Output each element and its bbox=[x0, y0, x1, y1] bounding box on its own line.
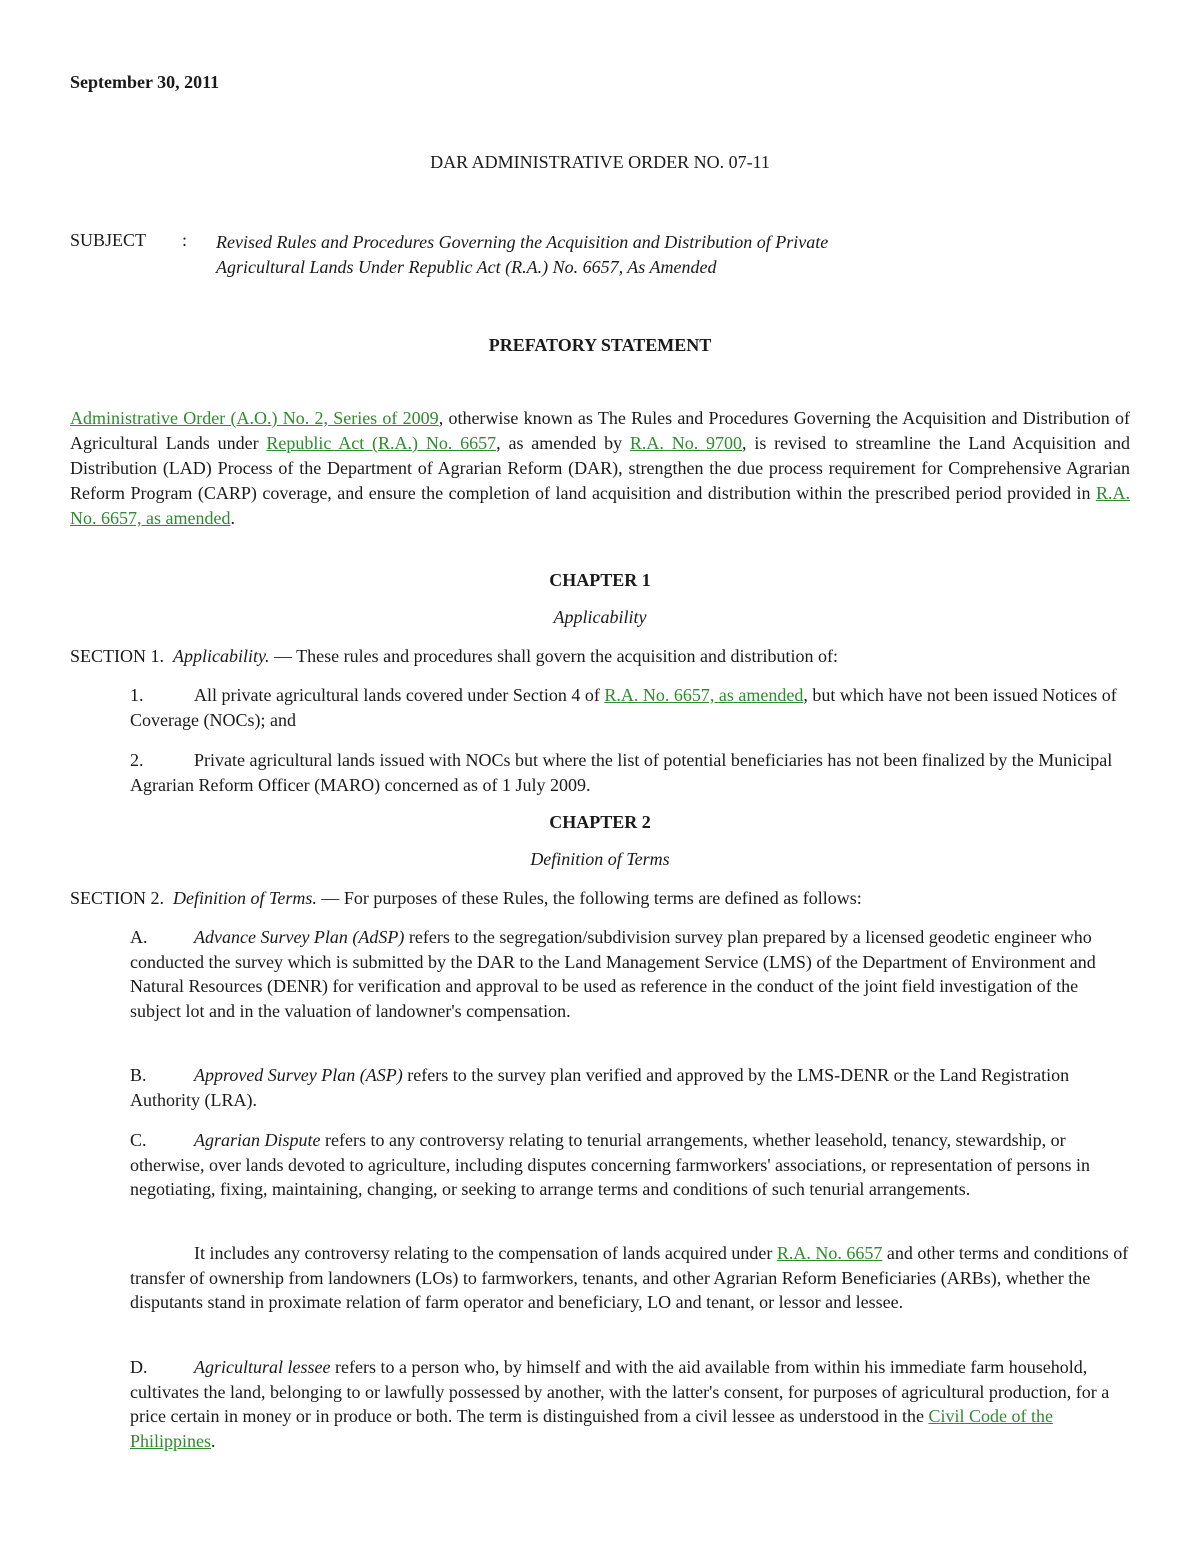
definition-d bbox=[130, 1355, 1130, 1453]
section-1 bbox=[70, 644, 1130, 669]
prefatory-heading: PREFATORY STATEMENT bbox=[488, 335, 712, 355]
item-text: Private agricultural lands issued with NOCs but where the list of potential beneficiaries has not been finalized by the Municipal Agrarian Reform Officer (MARO) concerned as of 1 July 2009. bbox=[130, 750, 1113, 795]
section-2-text: — For purposes of these Rules, the following terms are defined as follows: bbox=[316, 888, 862, 908]
definition-text: refers to any controversy relating to tenurial arrangements, whether leasehold, tenancy, stewardship, or otherwise, over lands devoted to agriculture, including disputes concerning farmworkers' associations, or representation of persons in negotiating, fixing, maintaining, changing, or seeking to arrange terms and conditions of such tenurial arrangements. bbox=[130, 1130, 1090, 1199]
definition-letter: A. bbox=[130, 927, 148, 947]
section-2-label: SECTION 2. bbox=[70, 888, 164, 908]
subject-label: SUBJECT bbox=[70, 230, 147, 250]
chapter-2-heading: CHAPTER 2 bbox=[549, 812, 651, 832]
section-1-text: — These rules and procedures shall govern the acquisition and distribution of: bbox=[269, 646, 839, 666]
subject-text bbox=[216, 230, 976, 280]
link-ra-6657-2[interactable]: R.A. No. 6657 bbox=[776, 1243, 883, 1263]
definition-text-b: . bbox=[211, 1430, 216, 1451]
chapter-2-subheading: Definition of Terms bbox=[530, 849, 670, 869]
chapter-1-heading: CHAPTER 1 bbox=[549, 570, 651, 590]
document-date: September 30, 2011 bbox=[70, 72, 220, 92]
definition-term: Advance Survey Plan (AdSP) bbox=[194, 927, 405, 947]
definition-letter: D. bbox=[130, 1357, 148, 1377]
definition-term: Agricultural lessee bbox=[194, 1357, 331, 1377]
definition-text: refers to a person who, by himself and with the aid available from within his immediate farm household, cultivates the land, belonging to or lawfully possessed by another, with the latter's consent, for purposes of agricultural production, for a price certain in money or in produce or both. The term is distinguished from a civil lessee as understood in the bbox=[130, 1357, 1110, 1426]
section-1-item-1 bbox=[130, 683, 1130, 732]
item-number: 1. bbox=[130, 685, 144, 705]
definition-c-continued bbox=[130, 1241, 1130, 1315]
order-title: DAR ADMINISTRATIVE ORDER NO. 07-11 bbox=[430, 152, 770, 172]
definition-term: Agrarian Dispute bbox=[194, 1130, 321, 1150]
item-text-b: , but which have not been issued Notices of Coverage (NOCs); and bbox=[130, 685, 1117, 730]
item-text: All private agricultural lands covered under Section 4 of bbox=[194, 685, 605, 705]
definition-c bbox=[130, 1128, 1130, 1202]
definition-text: refers to the segregation/subdivision survey plan prepared by a licensed geodetic engineer who conducted the survey which is submitted by the DAR to the Land Management Service (LMS) of the Department of Environment and Natural Resources (DENR) for verification and approval to be used as reference in the conduct of the joint field investigation of the subject lot and in the valuation of landowner's compensation. bbox=[130, 927, 1096, 1021]
link-ra-6657-amended-2[interactable]: R.A. No. 6657, as amended bbox=[604, 685, 804, 705]
definition-letter: C. bbox=[130, 1130, 147, 1150]
link-ra-9700[interactable]: R.A. No. 9700 bbox=[629, 433, 743, 453]
subject-line-2: Agricultural Lands Under Republic Act (R.A.) No. 6657, As Amended bbox=[216, 257, 717, 277]
section-1-item-2 bbox=[130, 748, 1130, 797]
section-1-title: Applicability. bbox=[173, 646, 270, 666]
subject-colon: : bbox=[182, 230, 188, 250]
definition-letter: B. bbox=[130, 1065, 147, 1085]
link-ra-6657[interactable]: Republic Act (R.A.) No. 6657 bbox=[266, 433, 497, 453]
prefatory-text-2: , as amended by bbox=[496, 433, 630, 453]
definition-term: Approved Survey Plan (ASP) bbox=[194, 1065, 403, 1085]
link-civil-code[interactable]: Civil Code of the Philippines bbox=[130, 1406, 1053, 1451]
link-ra-6657-amended[interactable]: R.A. No. 6657, as amended bbox=[70, 483, 1130, 528]
prefatory-text-3: , is revised to streamline the Land Acquisition and Distribution (LAD) Process of the Department of Agrarian Reform (DAR), strengthen the due process requirement for Comprehensive Agrarian Reform Program (CARP) coverage, and ensure the completion of land acquisition and distribution within the prescribed period provided in bbox=[70, 433, 1130, 503]
subject-line-1: Revised Rules and Procedures Governing the Acquisition and Distribution of Private bbox=[216, 232, 829, 252]
definition-text-b: and other terms and conditions of transfer of ownership from landowners (LOs) to farmworkers, tenants, and other Agrarian Reform Beneficiaries (ARBs), whether the disputants stand in proximate relation of farm operator and beneficiary, LO and tenant, or lessor and lessee. bbox=[130, 1243, 1129, 1312]
chapter-1-subheading: Applicability bbox=[553, 607, 647, 627]
prefatory-text-1: , otherwise known as The Rules and Procedures Governing the Acquisition and Distribution of Agricultural Lands under bbox=[70, 408, 1130, 453]
section-2 bbox=[70, 886, 1130, 911]
item-number: 2. bbox=[130, 750, 144, 770]
prefatory-paragraph bbox=[70, 406, 1130, 531]
definition-a bbox=[130, 925, 1130, 1023]
link-ao-2-2009[interactable]: Administrative Order (A.O.) No. 2, Series of 2009 bbox=[70, 408, 439, 428]
definition-text: refers to the survey plan verified and approved by the LMS-DENR or the Land Registration Authority (LRA). bbox=[130, 1065, 1070, 1110]
section-2-title: Definition of Terms. bbox=[173, 888, 317, 908]
prefatory-text-4: . bbox=[230, 508, 235, 528]
section-1-label: SECTION 1. bbox=[70, 646, 164, 666]
definition-text: It includes any controversy relating to the compensation of lands acquired under bbox=[194, 1243, 777, 1263]
definition-b bbox=[130, 1063, 1130, 1112]
